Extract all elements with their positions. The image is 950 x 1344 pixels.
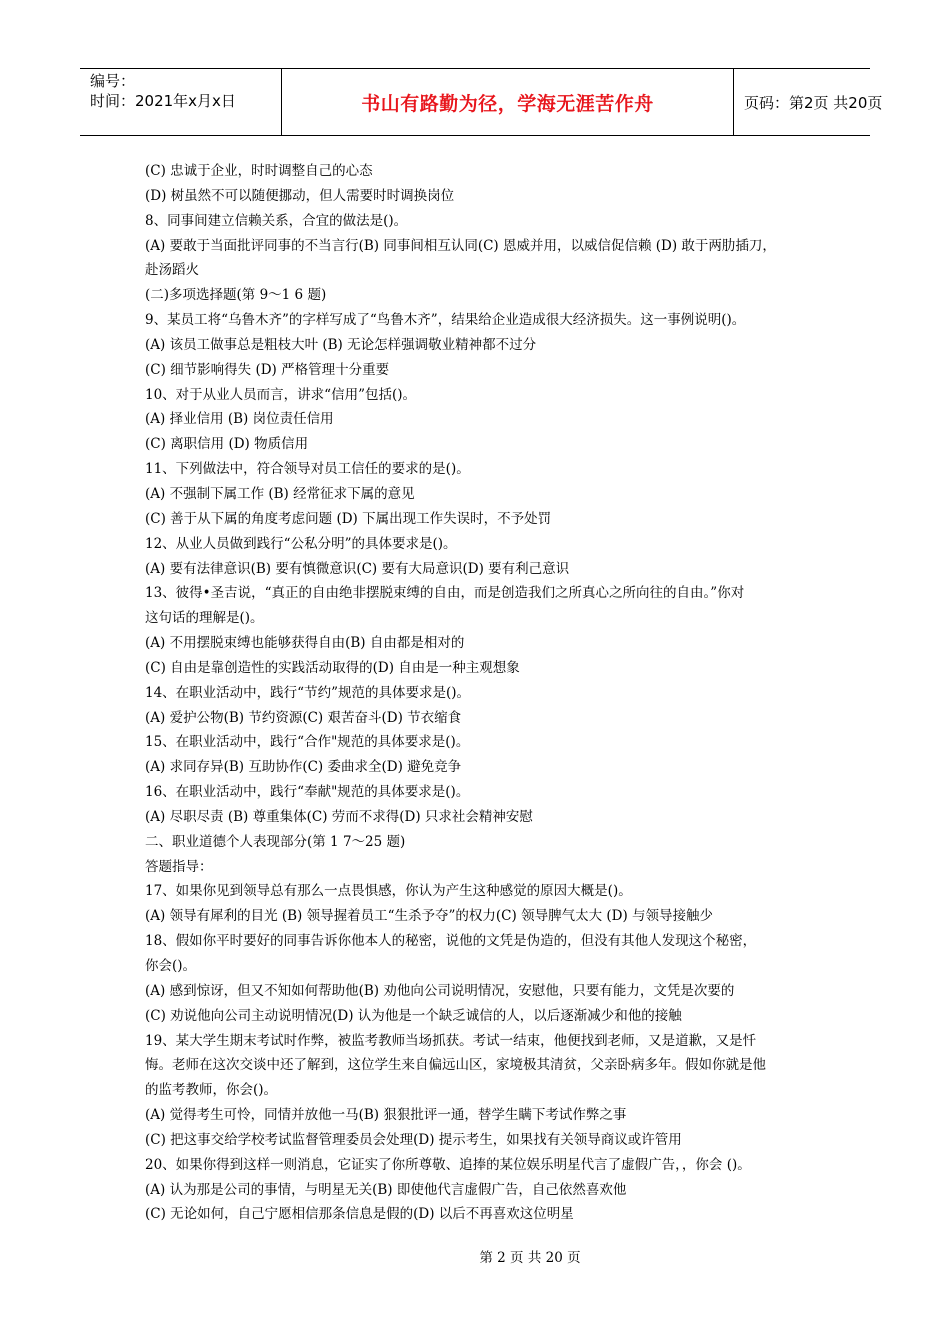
- text-line: (A) 要敢于当面批评同事的不当言行(B) 同事间相互认同(C) 恩威并用，以威信促信赖 (D) 敢于两肋插刀，: [145, 237, 776, 254]
- date-label: 时间：2021年x月x日: [90, 92, 236, 110]
- text-line: (C) 无论如何，自己宁愿相信那条信息是假的(D) 以后不再喜欢这位明星: [145, 1206, 574, 1223]
- text-line: (C) 忠诚于企业，时时调整自己的心态: [145, 163, 373, 179]
- text-line: (A) 要有法律意识(B) 要有慎微意识(C) 要有大局意识(D) 要有利己意识: [145, 560, 570, 577]
- text-line: 14、在职业活动中，践行“节约”规范的具体要求是()。: [145, 684, 471, 701]
- header-info-cell: [80, 69, 282, 135]
- text-line: 12、从业人员做到践行“公私分明”的具体要求是()。: [145, 535, 457, 552]
- document-body: [145, 159, 810, 1227]
- text-line: 8、同事间建立信赖关系，合宜的做法是()。: [145, 212, 408, 229]
- text-line: 20、如果你得到这样一则消息，它证实了你所尊敬、追捧的某位娱乐明星代言了虚假广告，，你会 ()。: [145, 1156, 751, 1173]
- header-page-cell: [734, 69, 883, 135]
- text-line: 15、在职业活动中，践行“合作"规范的具体要求是()。: [145, 734, 470, 751]
- text-line: (A) 求同存异(B) 互助协作(C) 委曲求全(D) 避免竞争: [145, 759, 462, 776]
- text-line: 9、某员工将“乌鲁木齐”的字样写成了“鸟鲁木齐”，结果给企业造成很大经济损失。这一事例说明()。: [145, 312, 746, 329]
- text-line: (A) 认为那是公司的事情，与明星无关(B) 即使他代言虚假广告，自己依然喜欢他: [145, 1181, 627, 1198]
- page-footer: [0, 1246, 950, 1266]
- text-line: (C) 劝说他向公司主动说明情况(D) 认为他是一个缺乏诚信的人，以后逐渐减少和他的接触: [145, 1007, 682, 1024]
- text-line: 19、某大学生期末考试时作弊，被监考教师当场抓获。考试一结束，他便找到老师，又是道歉，又是忏: [145, 1032, 757, 1049]
- text-line: 答题指导：: [145, 858, 213, 875]
- text-line: (C) 善于从下属的角度考虑问题 (D) 下属出现工作失误时，不予处罚: [145, 510, 552, 527]
- text-line: 你会()。: [145, 958, 197, 974]
- text-line: (A) 该员工做事总是粗枝大叶 (B) 无论怎样强调敬业精神都不过分: [145, 336, 537, 353]
- text-line: 的监考教师，你会()。: [145, 1082, 278, 1099]
- text-line: (二)多项选择题(第 9～1 6 题): [145, 287, 327, 304]
- text-line: 11、下列做法中，符合领导对员工信任的要求的是()。: [145, 461, 470, 478]
- text-line: 16、在职业活动中，践行“奉献"规范的具体要求是()。: [145, 784, 470, 801]
- text-line: (A) 领导有犀利的目光 (B) 领导握着员工“生杀予夺”的权力(C) 领导脾气太大 (D) 与领导接触少: [145, 908, 714, 925]
- text-line: 悔。老师在这次交谈中还了解到，这位学生来自偏远山区，家境极其清贫，父亲卧病多年。假如你就是他: [145, 1057, 766, 1074]
- text-line: 13、彼得•圣吉说，“真正的自由绝非摆脱束缚的自由，而是创造我们之所真心之所向往的自由。”你对: [145, 585, 745, 602]
- text-line: (A) 不强制下属工作 (B) 经常征求下属的意见: [145, 485, 415, 502]
- text-line: (C) 自由是靠创造性的实践活动取得的(D) 自由是一种主观想象: [145, 659, 520, 676]
- serial-number-label: 编号：: [90, 72, 136, 90]
- text-line: (C) 把这事交给学校考试监督管理委员会处理(D) 提示考生，如果找有关领导商议或许管用: [145, 1131, 682, 1148]
- text-line: (D) 树虽然不可以随便挪动，但人需要时时调换岗位: [145, 187, 455, 204]
- text-line: (C) 细节影响得失 (D) 严格管理十分重要: [145, 361, 390, 378]
- motto-text: 书山有路勤为径，学海无涯苦作舟: [361, 92, 654, 115]
- text-line: (A) 择业信用 (B) 岗位责任信用: [145, 411, 334, 428]
- header-page-number: 页码：第2页 共20页: [744, 93, 883, 112]
- text-line: (A) 不用摆脱束缚也能够获得自由(B) 自由都是相对的: [145, 635, 465, 652]
- text-line: 二、职业道德个人表现部分(第 1 7～25 题): [145, 833, 406, 850]
- text-line: 10、对于从业人员而言，讲求“信用”包括()。: [145, 386, 417, 403]
- text-line: (A) 尽职尽责 (B) 尊重集体(C) 劳而不求得(D) 只求社会精神安慰: [145, 808, 533, 825]
- page-header: [80, 68, 883, 136]
- text-line: 这句话的理解是()。: [145, 610, 264, 627]
- text-line: (A) 觉得考生可怜，同情并放他一马(B) 狠狠批评一通，替学生瞒下考试作弊之事: [145, 1107, 627, 1124]
- header-motto-cell: [282, 69, 734, 135]
- text-line: (A) 感到惊讶，但又不知如何帮助他(B) 劝他向公司说明情况，安慰他，只要有能力，文凭是次要的: [145, 982, 735, 999]
- text-line: 赴汤蹈火: [145, 262, 199, 279]
- footer-page-number: 第 2 页 共 20 页: [479, 1250, 581, 1266]
- text-line: (A) 爱护公物(B) 节约资源(C) 艰苦奋斗(D) 节衣缩食: [145, 709, 462, 726]
- text-line: 17、如果你见到领导总有那么一点畏惧感，你认为产生这种感觉的原因大概是()。: [145, 883, 632, 900]
- text-line: (C) 离职信用 (D) 物质信用: [145, 436, 309, 453]
- text-line: 18、假如你平时要好的同事告诉你他本人的秘密，说他的文凭是伪造的，但没有其他人发现这个秘密，: [145, 933, 757, 950]
